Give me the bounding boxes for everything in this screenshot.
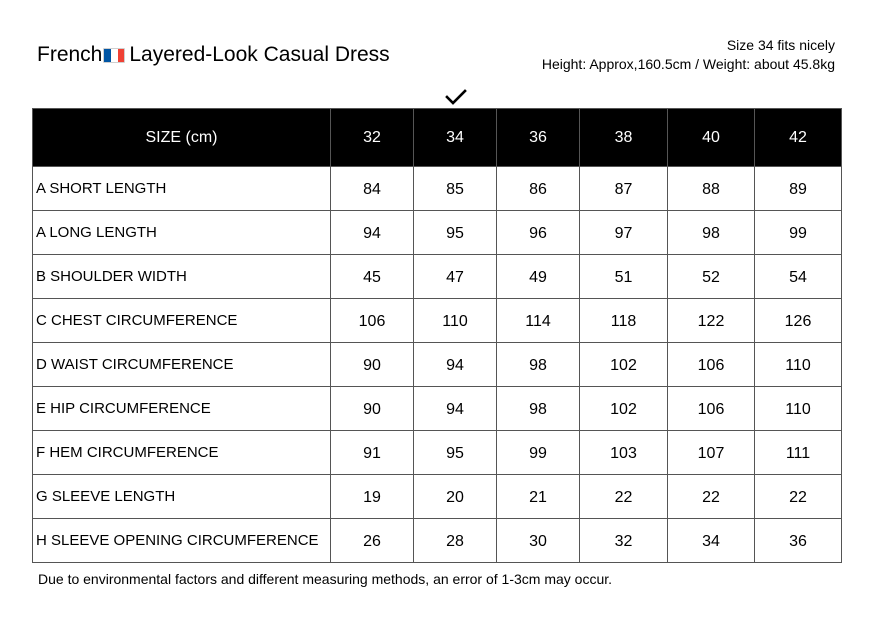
measurement-value: 36 bbox=[755, 519, 842, 563]
measurement-value: 110 bbox=[755, 387, 842, 431]
measurement-value: 85 bbox=[414, 167, 497, 211]
measurement-value: 94 bbox=[331, 211, 414, 255]
size-header-34: 34 bbox=[414, 109, 497, 167]
measurement-value: 51 bbox=[580, 255, 668, 299]
size-header-40: 40 bbox=[668, 109, 755, 167]
measurement-value: 91 bbox=[331, 431, 414, 475]
measurement-value: 28 bbox=[414, 519, 497, 563]
measurement-value: 110 bbox=[755, 343, 842, 387]
measurement-value: 95 bbox=[414, 431, 497, 475]
table-row bbox=[33, 255, 842, 299]
fit-note-model: Height: Approx,160.5cm / Weight: about 45.8kg bbox=[541, 56, 835, 72]
measurement-value: 54 bbox=[755, 255, 842, 299]
measurement-value: 111 bbox=[755, 431, 842, 475]
footer-note: Due to environmental factors and different measuring methods, an error of 1-3cm may occur. bbox=[38, 571, 613, 587]
fit-note-size: Size 34 fits nicely bbox=[726, 37, 835, 53]
measurement-label: F HEM CIRCUMFERENCE bbox=[33, 431, 331, 475]
page-title bbox=[37, 42, 390, 68]
fit-note bbox=[542, 36, 835, 74]
measurement-value: 88 bbox=[668, 167, 755, 211]
measurement-value: 90 bbox=[331, 343, 414, 387]
measurement-value: 19 bbox=[331, 475, 414, 519]
table-row bbox=[33, 387, 842, 431]
measurement-value: 45 bbox=[331, 255, 414, 299]
table-row bbox=[33, 343, 842, 387]
measurement-label: E HIP CIRCUMFERENCE bbox=[33, 387, 331, 431]
measurement-value: 94 bbox=[414, 387, 497, 431]
measurement-label: B SHOULDER WIDTH bbox=[33, 255, 331, 299]
size-header-32: 32 bbox=[331, 109, 414, 167]
size-chart-table bbox=[32, 108, 842, 563]
measurement-label: G SLEEVE LENGTH bbox=[33, 475, 331, 519]
checkmark-icon bbox=[445, 88, 467, 106]
measurement-label: C CHEST CIRCUMFERENCE bbox=[33, 299, 331, 343]
measurement-value: 20 bbox=[414, 475, 497, 519]
table-row bbox=[33, 519, 842, 563]
measurement-value: 49 bbox=[497, 255, 580, 299]
measurement-value: 102 bbox=[580, 387, 668, 431]
measurement-value: 34 bbox=[668, 519, 755, 563]
table-row bbox=[33, 431, 842, 475]
measurement-value: 99 bbox=[497, 431, 580, 475]
measurement-value: 98 bbox=[497, 387, 580, 431]
measurement-value: 98 bbox=[668, 211, 755, 255]
measurement-value: 90 bbox=[331, 387, 414, 431]
measurement-value: 106 bbox=[331, 299, 414, 343]
size-header-42: 42 bbox=[755, 109, 842, 167]
table-row bbox=[33, 299, 842, 343]
measurement-value: 122 bbox=[668, 299, 755, 343]
measurement-value: 102 bbox=[580, 343, 668, 387]
size-header-label: SIZE (cm) bbox=[33, 109, 331, 167]
measurement-value: 89 bbox=[755, 167, 842, 211]
measurement-value: 22 bbox=[668, 475, 755, 519]
measurement-label: H SLEEVE OPENING CIRCUMFERENCE bbox=[33, 519, 331, 563]
measurement-value: 32 bbox=[580, 519, 668, 563]
france-flag-icon bbox=[103, 48, 125, 63]
table-row bbox=[33, 475, 842, 519]
measurement-value: 95 bbox=[414, 211, 497, 255]
title-prefix: French bbox=[37, 43, 103, 66]
measurement-label: A SHORT LENGTH bbox=[33, 167, 331, 211]
measurement-value: 94 bbox=[414, 343, 497, 387]
measurement-value: 22 bbox=[755, 475, 842, 519]
measurement-value: 87 bbox=[580, 167, 668, 211]
measurement-value: 47 bbox=[414, 255, 497, 299]
measurement-value: 26 bbox=[331, 519, 414, 563]
size-header-38: 38 bbox=[580, 109, 668, 167]
measurement-value: 99 bbox=[755, 211, 842, 255]
measurement-value: 22 bbox=[580, 475, 668, 519]
measurement-value: 107 bbox=[668, 431, 755, 475]
measurement-value: 114 bbox=[497, 299, 580, 343]
measurement-value: 110 bbox=[414, 299, 497, 343]
measurement-value: 84 bbox=[331, 167, 414, 211]
table-row bbox=[33, 211, 842, 255]
measurement-value: 103 bbox=[580, 431, 668, 475]
measurement-value: 97 bbox=[580, 211, 668, 255]
measurement-value: 86 bbox=[497, 167, 580, 211]
title-suffix: Layered-Look Casual Dress bbox=[129, 43, 390, 66]
measurement-value: 106 bbox=[668, 343, 755, 387]
measurement-value: 96 bbox=[497, 211, 580, 255]
table-row bbox=[33, 167, 842, 211]
size-header-36: 36 bbox=[497, 109, 580, 167]
measurement-value: 106 bbox=[668, 387, 755, 431]
measurement-value: 126 bbox=[755, 299, 842, 343]
measurement-value: 30 bbox=[497, 519, 580, 563]
measurement-value: 52 bbox=[668, 255, 755, 299]
measurement-value: 118 bbox=[580, 299, 668, 343]
measurement-value: 21 bbox=[497, 475, 580, 519]
measurement-label: D WAIST CIRCUMFERENCE bbox=[33, 343, 331, 387]
measurement-value: 98 bbox=[497, 343, 580, 387]
table-header-row bbox=[33, 109, 842, 167]
measurement-label: A LONG LENGTH bbox=[33, 211, 331, 255]
